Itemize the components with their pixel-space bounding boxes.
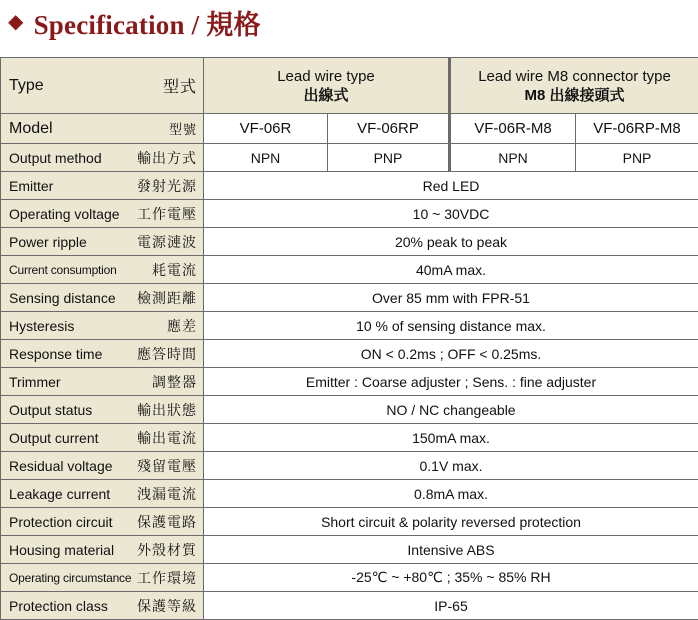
model-label-zh: 型號 [169, 119, 197, 138]
spec-value: IP-65 [204, 592, 698, 620]
spec-row [1, 340, 698, 368]
spec-label-en: Leakage current [9, 486, 110, 502]
spec-label-en: Power ripple [9, 234, 87, 250]
spec-label-en: Current consumption [9, 263, 117, 277]
spec-label-zh: 應答時間 [137, 344, 197, 364]
model-label-cell [1, 114, 204, 144]
spec-value: 0.1V max. [204, 452, 698, 480]
lead-wire-type-en: Lead wire type [204, 67, 448, 86]
spec-label-cell [1, 228, 204, 256]
specification-table [0, 57, 698, 620]
page-title-text: Specification / 規格 [34, 3, 261, 42]
spec-label-zh: 工作環境 [137, 568, 197, 588]
spec-label-zh: 保護電路 [137, 512, 197, 532]
page-title [8, 2, 261, 42]
spec-label-cell [1, 284, 204, 312]
spec-label-cell [1, 452, 204, 480]
m8-connector-type-en: Lead wire M8 connector type [451, 67, 698, 86]
m8-connector-type-header [450, 58, 698, 114]
spec-label-cell [1, 312, 204, 340]
spec-value: 0.8mA max. [204, 480, 698, 508]
model-row [1, 114, 698, 144]
spec-label-zh: 保護等級 [137, 596, 197, 616]
spec-row [1, 200, 698, 228]
spec-label-cell [1, 564, 204, 592]
spec-row [1, 396, 698, 424]
spec-row [1, 536, 698, 564]
spec-value: 40mA max. [204, 256, 698, 284]
spec-label-cell [1, 508, 204, 536]
spec-row [1, 312, 698, 340]
type-header-row [1, 58, 698, 114]
spec-label-cell [1, 424, 204, 452]
spec-label-cell [1, 172, 204, 200]
spec-value: Short circuit & polarity reversed protection [204, 508, 698, 536]
diamond-icon: ◆ [8, 9, 24, 34]
output-method-value: NPN [450, 144, 576, 172]
spec-label-en: Protection class [9, 598, 108, 614]
spec-value: Red LED [204, 172, 698, 200]
spec-value: Emitter : Coarse adjuster ; Sens. : fine adjuster [204, 368, 698, 396]
spec-row [1, 592, 698, 620]
spec-label-en: Response time [9, 346, 102, 362]
spec-row [1, 256, 698, 284]
spec-label-cell [1, 340, 204, 368]
spec-value: 10 ~ 30VDC [204, 200, 698, 228]
spec-label-zh: 殘留電壓 [137, 456, 197, 476]
spec-row [1, 508, 698, 536]
spec-value: Intensive ABS [204, 536, 698, 564]
spec-label-cell [1, 256, 204, 284]
spec-label-en: Output status [9, 402, 92, 418]
output-method-label-zh: 輸出方式 [137, 148, 197, 168]
type-label-cell [1, 58, 204, 114]
output-method-row [1, 144, 698, 172]
spec-label-en: Residual voltage [9, 458, 113, 474]
spec-label-zh: 檢測距離 [137, 288, 197, 308]
spec-row [1, 452, 698, 480]
spec-label-en: Sensing distance [9, 290, 116, 306]
output-method-value: NPN [204, 144, 328, 172]
spec-row [1, 368, 698, 396]
spec-row [1, 284, 698, 312]
spec-row [1, 228, 698, 256]
lead-wire-type-header [204, 58, 450, 114]
spec-row [1, 424, 698, 452]
spec-label-en: Output current [9, 430, 99, 446]
model-value: VF-06R [204, 114, 328, 144]
spec-label-zh: 輸出狀態 [137, 400, 197, 420]
spec-label-zh: 發射光源 [137, 176, 197, 196]
spec-label-cell [1, 368, 204, 396]
spec-label-en: Housing material [9, 542, 114, 558]
spec-label-cell [1, 396, 204, 424]
spec-value: ON < 0.2ms ; OFF < 0.25ms. [204, 340, 698, 368]
spec-row [1, 480, 698, 508]
spec-label-zh: 調整器 [152, 372, 197, 392]
output-method-label-en: Output method [9, 150, 102, 166]
spec-label-cell [1, 592, 204, 620]
spec-label-zh: 輸出電流 [137, 428, 197, 448]
output-method-value: PNP [576, 144, 698, 172]
spec-label-en: Operating voltage [9, 206, 120, 222]
model-value: VF-06RP [328, 114, 450, 144]
spec-label-en: Protection circuit [9, 514, 112, 530]
spec-value: 150mA max. [204, 424, 698, 452]
spec-row [1, 564, 698, 592]
spec-label-zh: 應差 [167, 316, 197, 336]
spec-label-cell [1, 536, 204, 564]
spec-value: 20% peak to peak [204, 228, 698, 256]
lead-wire-type-zh: 出線式 [204, 86, 448, 105]
spec-value: NO / NC changeable [204, 396, 698, 424]
spec-label-zh: 耗電流 [152, 260, 197, 280]
spec-label-zh: 電源漣波 [137, 232, 197, 252]
spec-label-zh: 工作電壓 [137, 204, 197, 224]
model-value: VF-06R-M8 [450, 114, 576, 144]
spec-label-cell [1, 200, 204, 228]
output-method-value: PNP [328, 144, 450, 172]
output-method-label-cell [1, 144, 204, 172]
model-value: VF-06RP-M8 [576, 114, 698, 144]
type-label-zh: 型式 [163, 74, 197, 97]
spec-label-zh: 洩漏電流 [137, 484, 197, 504]
m8-connector-type-zh: M8 出線接頭式 [451, 86, 698, 105]
spec-value: -25℃ ~ +80℃ ; 35% ~ 85% RH [204, 564, 698, 592]
model-label-en: Model [9, 120, 53, 138]
type-label-en: Type [9, 77, 44, 95]
spec-label-en: Operating circumstance [9, 571, 131, 585]
spec-value: 10 % of sensing distance max. [204, 312, 698, 340]
spec-label-en: Emitter [9, 178, 53, 194]
spec-label-en: Hysteresis [9, 318, 74, 334]
spec-label-zh: 外殼材質 [137, 540, 197, 560]
spec-row [1, 172, 698, 200]
spec-label-cell [1, 480, 204, 508]
spec-label-en: Trimmer [9, 374, 61, 390]
spec-value: Over 85 mm with FPR-51 [204, 284, 698, 312]
